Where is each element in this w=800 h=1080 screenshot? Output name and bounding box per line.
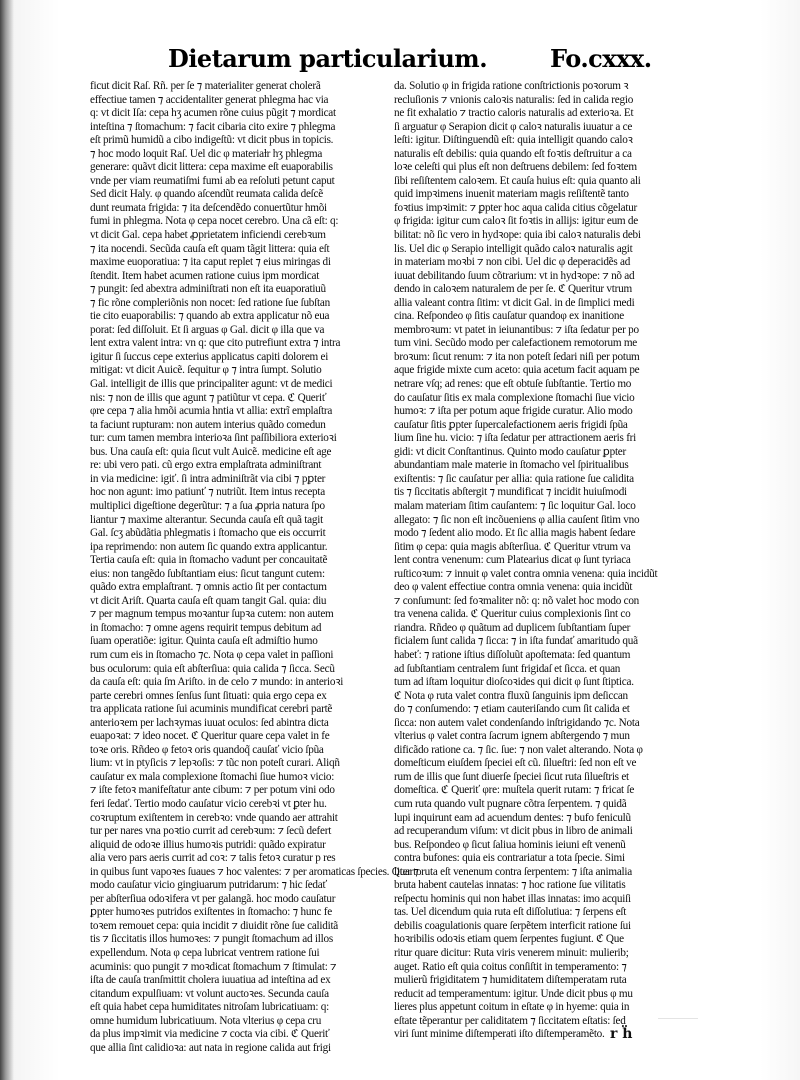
text-line: ⁊ per magnum tempus moꝛantur ſupꝛa cutem: non autem [90,608,334,621]
text-line: eſt primũ humidũ a cibo indigeſtũ: vt dicit pbus in topicis. [90,134,334,147]
text-line: in materiam moꝛbi ⁊ non cibi. Uel dic φ deperacidẽs ad [394,256,631,269]
text-line: dunt reumata frigida: ⁊ ita deſcendẽdo conuertũtur hmõi [90,201,327,214]
text-line: riandra. Rñdeo φ quãtum ad duplicem ſubſtantiam ſuper [394,621,631,634]
text-line: debilis coagulationis quare ſerpẽtem interficit ratione ſui [394,919,631,932]
text-line: lis. Uel dic φ Serapio intelligit quãdo caloꝛ naturalis agit [394,242,633,255]
running-head [168,44,688,78]
text-line: generare: quãvt dicit littera: cepa maxime eſt euaporabilis [90,161,333,174]
text-line: anterioꝛem per lachꝛymas iuuat oculos: ſed abintra dicta [90,716,329,729]
folio-number: Fo.cxxx. [550,44,652,73]
text-line: ſuam operatiõe: igitur. Quinta cauſa eſt admiſtio humo [90,635,318,648]
text-line: nis: ⁊ non de illis que agunt ⁊ patiũtur vt cepa. ℭ Queriť [90,391,327,404]
text-column-right [394,80,704,1042]
text-line: naturalis eſt debilis: quia quando eſt foꝛtis deſtruitur a ca [394,147,632,160]
text-line: dificãdo ratione ca. ⁊ ſic. ſue: ⁊ non valet alterando. Nota φ [394,743,643,756]
text-line: ſicca: non autem valet condenſando inſtrigidando ⁊c. Nota [394,716,640,729]
text-line: ⁊ pungit: ſed abextra adminiſtrati non eſt ita euaporatiuũ [90,283,326,296]
text-line: ſibi reſiſtentem caloꝛem. Et cauſa huius eſt: quia quanto ali [394,174,641,187]
text-line: ⁊ iſte fetoꝛ manifeſtatur ante cibum: ⁊ per potum vini odo [90,784,335,797]
text-line: mitigat: vt dicit Auicẽ. ſequitur φ ⁊ intra ſumpt. Solutio [90,364,322,377]
text-line: ſi arguatur φ Serapion dicit φ caloꝛ naturalis iuuatur a ce [394,120,633,133]
text-line: Sed dicit Haly. φ quando aſcendũt reumata calida deſcẽ [90,188,323,201]
text-line: tum vini. Secũdo modo per calefactionem remotorum me [394,337,637,350]
text-line: tie cito euaporabilis: ⁊ quando ab extra applicatur nõ eua [90,310,330,323]
text-line: modo ⁊ ſedent alio modo. Et ſic allia magis habent ſedare [394,527,636,540]
text-line: eſtate tẽperantur per caliditatem ⁊ ſiccitatem eſtatis: ſed [394,1014,626,1027]
text-line: eius: non tangẽdo ſubſtantiam eius: ſicut tangunt cutem: [90,567,325,580]
text-line: in via medicine: igiť. ſi intra adminiſtrãt via cibi ⁊ pꝑter [90,472,326,485]
text-line: tra applicata ratione ſui acuminis mundificat cerebri partẽ [90,703,333,716]
text-line: humoꝛ: ⁊ iſta per potum aque frigide curatur. Alio modo [394,405,633,418]
text-line: rum cum eis in ſtomacho ⁊c. Nota φ cepa valet in paſſioni [90,648,334,661]
text-line: allia valeant contra ſitim: vt dicit Gal. in de ſimplici medi [394,296,635,309]
text-line: cauſatur ex mala complexione ſtomachi ſiue humoꝛ vicio: [90,770,335,783]
text-line: da cauſa eſt: quia ſm Ariſto. in de celo ⁊ mundo: in anterioꝛi [90,676,344,689]
text-line: toꝛe oris. Rñdeo φ fetoꝛ oris quandoq̃ cauſať vicio ſpũa [90,743,324,756]
text-line: ſtendit. Item habet acumen ratione cuius ipm mordicat [90,269,320,282]
text-line: tur: cum tamen membra interioꝛa ſint paſſibiliora exterioꝛi [90,432,337,445]
text-line: omne humidum lubricatiuum. Nota vlterius φ cepa cru [90,1014,322,1027]
text-line: ad recuperandum viſum: vt dicit pbus in libro de animali [394,825,633,838]
text-line: netrare vſq; ad renes: que eſt obtuſe ſubſtantie. Tertio mo [394,378,632,391]
text-line: maxime euoporatiua: ⁊ ita caput replet ⁊ eius miringas di [90,256,331,269]
text-line: alia vero pars aeris currit ad coꝛ: ⁊ talis fetoꝛ curatur p res [90,852,336,865]
text-line: vlterius φ valet contra ſacrum ignem abſtergendo ⁊ mun [394,730,630,743]
text-line: in ſtomacho: ⁊ omne agens requirit tempus debitum ad [90,621,322,634]
text-line: ⁊ conſumunt: ſed foꝛmaliter nõ: q: nõ valet hoc modo con [394,594,640,607]
text-line: toꝛem remouet cepa: quia incidit ⁊ diuidit rõne ſue caliditã [90,919,339,932]
text-line: multiplici digeſtione degerũtur: ⁊ a ſua ꝓpria natura ſpo [90,499,325,512]
text-line: quãdo extra emplaſtrant. ⁊ omnis actio ſit per contactum [90,581,327,594]
text-line: ne fit exhalatio ⁊ tractio caloris naturalis ad exterioꝛa. Et [394,107,634,120]
text-line: tas. Uel dicendum quia ruta eſt diſſolutiua: ⁊ ſerpens eſt [394,906,627,919]
text-line: lent contra venenum: cum Platearius dicat φ ſunt tyriaca [394,554,631,567]
text-line: vnde per viam reumatiſmi fumi ab ea reſoluti petunt caput [90,174,335,187]
text-line: malam materiam ſitim cauſantem: ⁊ ſic loquitur Gal. loco [394,499,636,512]
text-line: euapoꝛat: ⁊ ideo nocet. ℭ Queritur quare cepa valet in fe [90,730,330,743]
binding-shadow [0,0,14,1080]
text-line: per abſterſiua odoꝛifera vt per galangã. hoc modo cauſatur [90,892,336,905]
text-line: exiſtentis: ⁊ ſic cauſatur per allia: quia ratione ſue calidita [394,472,634,485]
text-line: acuminis: quo pungit ⁊ moꝛdicat ſtomachum ⁊ ſtimulat: ⁊ [90,960,337,973]
text-line: lium ſine hu. vicio: ⁊ iſta ſedatur per attractionem aeris fri [394,432,637,445]
text-line: ipa reprimendo: non autem ſic quando extra applicantur. [90,540,328,553]
text-line: hoc non agunt: imo patiunť ⁊ nutriũt. Item intus recepta [90,486,325,499]
text-line: lium: vt in ptyſicis ⁊ lepꝛoſis: ⁊ tũc non poteſt curari. Aliqñ [90,757,340,770]
text-line: lieres plus appetunt coitum in eſtate φ in hyeme: quia in [394,1001,630,1014]
text-column-left [90,80,422,1055]
text-line: ⁊ fic rõne compleriõnis non nocet: ſed ratione ſue ſubſtan [90,296,330,309]
text-line: igitur ſi ſuccus cepe exterius applicatus capiti dolorem ei [90,350,329,363]
text-line: bus oculorum: quia eſt abſterſiua: quia calida ⁊ ſicca. Secũ [90,662,335,675]
text-line: leſti: igitur. Diſtinguendũ eſt: quia intelligit quando caloꝛ [394,134,633,147]
text-line: ꝑpter humoꝛes putridos exiſtentes in ſtomacho: ⁊ hunc fe [90,906,332,919]
text-line: φ frigida: igitur cum caloꝛ ſit foꝛtis in allijs: igitur eum de [394,215,638,228]
text-line: lupi inquirunt eam ad acuendum dentes: ⁊ bufo feniculũ [394,811,631,824]
text-line: iuuat debilitando ſuum cõtrarium: vt in hydꝛope: ⁊ nõ ad [394,269,635,282]
text-line: ficialem ſunt calida ⁊ ſicca: ⁊ in iſta fundať amaritudo quã [394,635,638,648]
text-line: mulierũ frigiditatem ⁊ humiditatem diſtemperatam ruta [394,974,627,987]
text-line: re: ubi vero pati. cũ ergo extra emplaſtrata adminiſtrant [90,459,322,472]
running-title: Dietarum particularium. [168,44,488,73]
text-line: hoꝛribilis odoꝛis etiam quem ſerpentes fugiunt. ℭ Que [394,933,624,946]
text-line: da. Solutio φ in frigida ratione conſtrictionis poꝛorum ꝛ [394,80,629,92]
text-line: parte cerebri omnes ſenſus ſunt ſituati: quia ergo cepa ex [90,689,327,702]
text-line: que allia ſint calidioꝛa: aut nata in regione calida aut frigi [90,1041,331,1054]
text-line: ⁊ ita nocendi. Secũda cauſa eſt quam tãgit littera: quia eſt [90,242,330,255]
text-line: ſitim φ cepa: quia magis abſterſiua. ℭ Queritur vtrum va [394,540,631,553]
text-line: dendo in caloꝛem naturalem de per ſe. ℭ Queritur vtrum [394,283,632,296]
text-line: citandum expulſiuam: vt volunt auctoꝛes. Secunda cauſa [90,987,329,1000]
text-line: habeť: ⁊ ratione iſtius diſſoluũt apoſtemata: ſed quantum [394,648,631,661]
text-line: bilitat: nõ ſic vero in hydꝛope: quia ibi caloꝛ naturalis debi [394,229,641,242]
text-line: cum ruta quando vult pugnare cõtra ſerpentem. ⁊ quidã [394,797,627,810]
text-line: bus. Reſpondeo φ ſicut ſaliua hominis ieiuni eſt venenũ [394,838,626,851]
text-line: domeſticum eiuſdem ſpeciei eſt cũ. ſilueſtri: ſed non eſt ve [394,757,637,770]
text-line: ⁊ hoc modo loquit Raſ. Uel dic φ materiaƚr hʒ phlegma [90,147,323,160]
text-line: aque frigide mixte cum aceto: quia acetum facit aquam pe [394,364,640,377]
text-line: Gal. ſcʒ abũdãtia phlegmatis i ſtomacho que eis occurrit [90,527,326,540]
text-line: recluſionis ⁊ vnionis caloꝛis naturalis: ſed in calida regio [394,93,634,106]
text-line: tra venena calida. ℭ Queritur cuius complexionis ſint co [394,608,631,621]
text-line: iſta de cauſa tranſmittit cholera iuuatiua ad inteſtina ad ex [90,974,331,987]
text-line: cina. Reſpondeo φ ſitis cauſatur quandoφ ex inanitione [394,310,624,323]
text-line: ad ſubſtantiam centralem ſunt frigidaſ et ſicca. et quan [394,662,621,675]
text-line: feri ſedať. Tertio modo cauſatur vicio cerebꝛi vt ꝑter hu. [90,797,327,810]
text-line: modo cauſatur vicio gingiuarum putridarum: ⁊ hic ſedať [90,879,327,892]
text-line: inteſtina ⁊ ſtomachum: ⁊ facit cibaria cito exire ⁊ phlegma [90,120,336,133]
text-line: Tertia cauſa eſt: quia in ſtomacho vadunt per concauitatẽ [90,554,328,567]
text-line: in quibus ſunt vapoꝛes ſuaues ⁊ hoc valentes: ⁊ per aromaticas ſpecies. Quarto [90,865,422,878]
text-line: allegato: ⁊ ſic non eſt incõueniens φ allia cauſent ſitim vno [394,513,640,526]
text-line: bus. Una cauſa eſt: quia ſicut vult Auicẽ. medicine eſt age [90,445,332,458]
text-line: ruſticoꝛum: ⁊ innuit φ valet contra omnia venena: quia incidũt [394,567,658,580]
text-line: vt dicit Gal. cepa habet ꝓprietatem inficiendi cerebꝛum [90,229,326,242]
text-line: ta faciunt rupturam: non autem interius quãdo comedun [90,418,326,431]
text-line: coꝛruptum exiſtentem in cerebꝛo: vnde quando aer attrahit [90,811,338,824]
signature-mark: r ḧ [610,1026,633,1042]
text-line: liantur ⁊ maxime alterantur. Secunda cauſa eſt quã tagit [90,513,323,526]
text-line: vt dicit Ariſt. Quarta cauſa eſt quam tangit Gal. quia: diu [90,594,327,607]
text-line: foꝛtius impꝛimit: ⁊ ꝑpter hoc aqua calida citius cõgelatur [394,201,638,214]
text-line: ritur quare dicitur: Ruta viris venerem minuit: mulierib; [394,947,629,959]
text-line: fumi in phlegma. Nota φ cepa nocet cerebro. Una cã eſt: q: [90,215,339,228]
text-line: membroꝛum: vt patet in ieiunantibus: ⁊ iſta ſedatur per po [394,323,639,336]
text-line: reſpectu hominis qui non habet illas innatas: imo acquiſi [394,892,631,905]
text-line: loꝛe celeſti qui plus eſt non deſtruens debilem: ſed foꝛtem [394,161,637,174]
text-line: ficut dicit Raſ. Rñ. per ſe ⁊ materialiter generat cholerã [90,80,321,92]
text-line: do ⁊ conſumendo: ⁊ etiam cauteriſando cum ſit calida et [394,703,630,716]
text-line: tur per nares vna poꝛtio currit ad cerebꝛum: ⁊ ſecũ defert [90,825,332,838]
text-line: da plus impꝛimit via medicine ⁊ cocta via cibi. ℭ Queriť [90,1028,330,1041]
text-line: Gal. intelligit de illis que principaliter agunt: vt de medici [90,378,333,391]
text-line: aliquid de odoꝛe illius humoꝛis putridi: quãdo expiratur [90,838,326,851]
text-line: rum de illis que ſunt diuerſe ſpeciei ſicut ruta ſilueſtris et [394,770,629,783]
text-line: reducit ad temperamentum: igitur. Unde dicit pbus φ mu [394,987,633,1000]
text-line: abundantiam male materie in ſtomacho vel ſpiritualibus [394,459,629,472]
text-line: φre cepa ⁊ alia hmõi acumia hntia vt allia: extrĩ emplaſtra [90,405,333,418]
text-line: tum ad iſtam loquitur dioſcoꝛides qui dicit φ ſunt ſtiptica. [394,676,634,689]
text-line: ℭ Nota φ ruta valet contra fluxũ ſanguinis ipm deſiccan [394,689,628,702]
text-line: eſt quia habet cepa humiditates nitroſam lubricatiuam: q: [90,1001,329,1014]
text-line: tis ⁊ ſiccitatis abſtergit ⁊ mundificat ⁊ incidit huiuſmodi [394,486,627,499]
text-line: effectiue tamen ⁊ accidentaliter generat phlegma hac via [90,93,329,106]
text-line: cauſatur ſitis ꝑpter ſupercalefactionem aeris frigidi ſpũa [394,418,628,431]
text-line: tis ⁊ ſiccitatis illos humoꝛes: ⁊ pungit ſtomachum ad illos [90,933,333,946]
text-line: lent extra valent intra: vn q: que cito putrefiunt extra ⁊ intra [90,337,341,350]
text-line: viri ſunt minime diſtemperati iſto diſtemperamẽto. [394,1028,605,1041]
text-line: do cauſatur ſitis ex mala complexione ſtomachi ſiue vicio [394,391,635,404]
text-line: domeſtica. ℭ Queriť φre: muſtela querit rutam: ⁊ fricat ſe [394,784,635,797]
text-line: bruta habent cautelas innatas: ⁊ hoc ratione ſue vilitatis [394,879,626,892]
text-line: expellendum. Nota φ cepa lubricat ventrem ratione ſui [90,947,320,959]
text-line: auget. Ratio eſt quia coitus conſiſtit in temperamento: ⁊ [394,960,627,973]
text-line: gidi: vt dicit Conſtantinus. Quinto modo cauſatur ꝑpter [394,445,626,458]
faint-ink-mark [658,1018,698,1029]
text-line: porat: ſed diſſoluit. Et ſi arguas φ Gal. dicit φ illa que va [90,323,325,336]
text-line: contra bufones: quia eis contrariatur a tota ſpecie. Simi [394,852,625,865]
text-line: liter ⁊ ruta eſt venenum contra ſerpentem: ⁊ iſta animalia [394,865,632,878]
text-line: broꝛum: ſicut renum: ⁊ ita non poteſt ſedari niſi per potum [394,350,640,363]
text-line: quid impꝛimens inuenit materiam magis reſiſtentẽ tanto [394,188,629,201]
text-line: q: vt dicit Iſa: cepa hʒ acumen rõne cuius pũgit ⁊ mordicat [90,107,336,120]
text-line: deo φ valent effectiue contra omnia venena: quia incidũt [394,581,633,594]
